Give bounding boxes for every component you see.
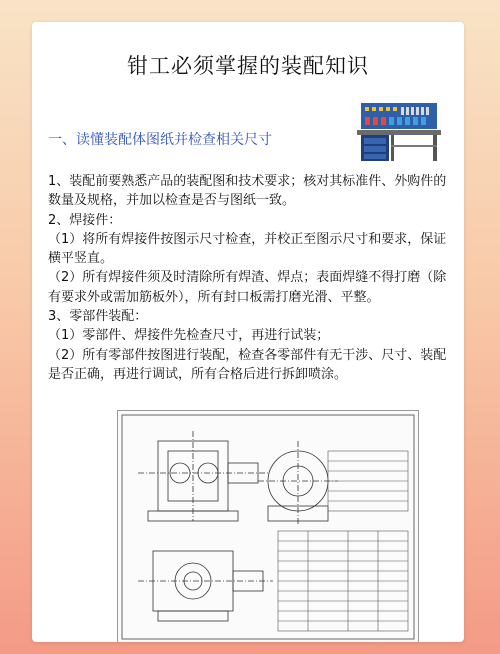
paragraph-7: （2）所有零部件按图进行装配，检查各零部件有无干涉、尺寸、装配是否正确，再进行调试，所有合格后进行拆卸喷涂。 bbox=[48, 347, 447, 382]
article-body bbox=[48, 172, 456, 384]
page-title: 钳工必须掌握的装配知识 bbox=[127, 54, 369, 78]
paragraph-5: 3、零部件装配： bbox=[48, 309, 148, 325]
assembly-drawing-image bbox=[117, 410, 419, 642]
article-card bbox=[32, 22, 464, 642]
paragraph-3: （1）将所有焊接件按图示尺寸检查，并校正至图示尺寸和要求，保证横平竖直。 bbox=[48, 231, 447, 267]
section-heading: 一、读懂装配体图纸并检查相关尺寸 bbox=[48, 132, 272, 148]
paragraph-4: （2）所有焊接件须及时清除所有焊渣、焊点；表面焊缝不得打磨（除有要求外或需加筋板外），所有封口板需打磨光滑、平整。 bbox=[48, 270, 447, 305]
paragraph-1: 1、装配前要熟悉产品的装配图和技术要求；核对其标准件、外购件的数量及规格，并加以检查是否与图纸一致。 bbox=[48, 174, 447, 209]
paragraph-2: 2、焊接件： bbox=[48, 212, 122, 228]
workbench-image bbox=[355, 100, 443, 164]
paragraph-6: （1）零部件、焊接件先检查尺寸，再进行试装； bbox=[48, 328, 330, 344]
